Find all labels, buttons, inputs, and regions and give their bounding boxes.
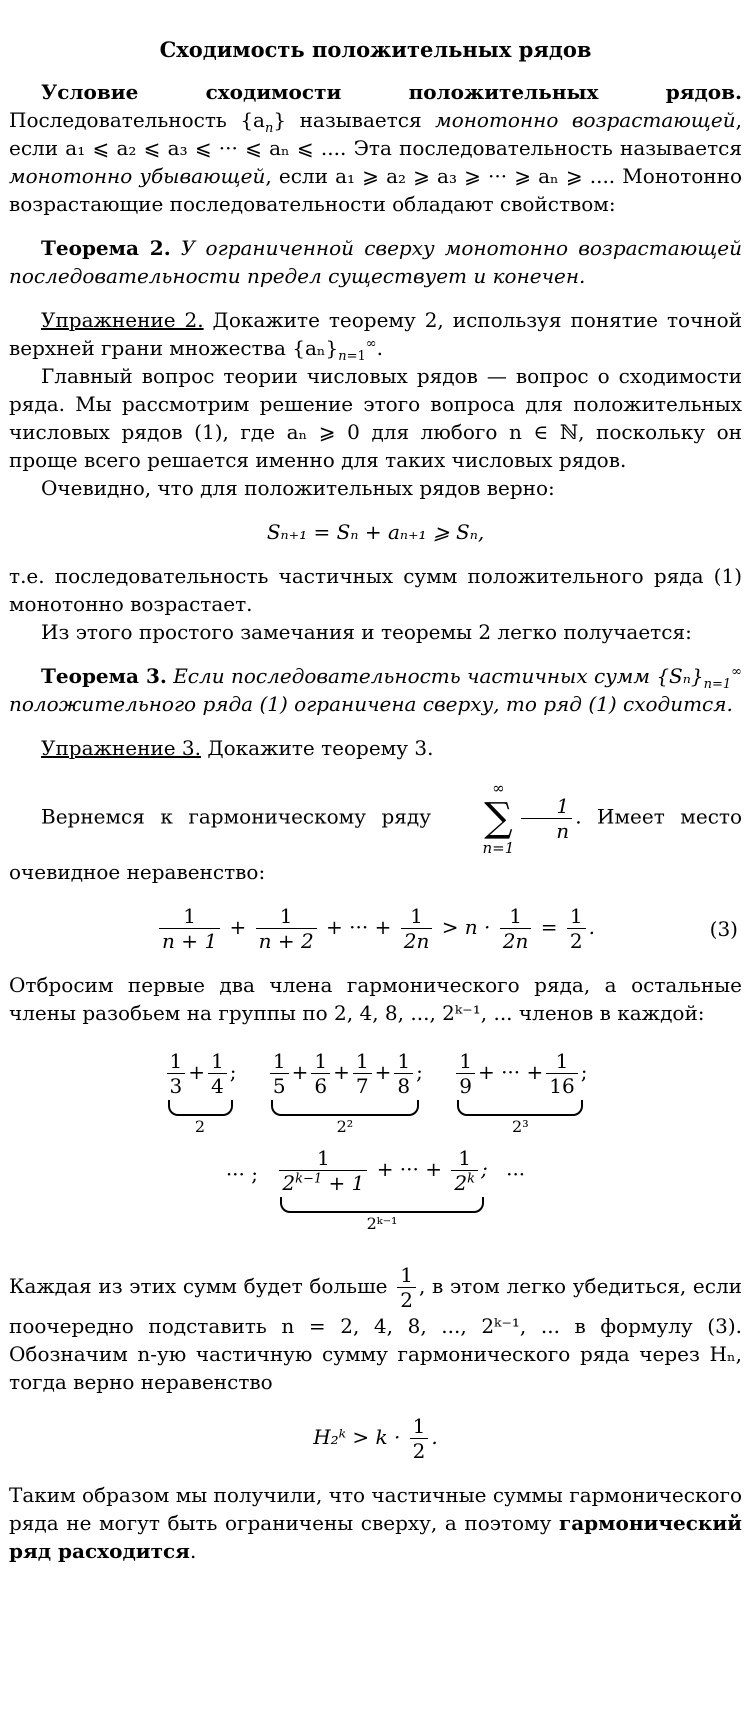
theorem-3 bbox=[9, 662, 742, 718]
theorem-label: Теорема 3. bbox=[41, 664, 167, 688]
paragraph-obvious: Очевидно, что для положительных рядов верно: bbox=[41, 476, 555, 500]
group-1: $\frac{1}{3}$ + $\frac{1}{4}$ ; 2 bbox=[164, 1049, 237, 1138]
operator: + bbox=[326, 915, 343, 939]
paragraph-remark: Из этого простого замечания и теоремы 2 легко получается: bbox=[41, 620, 692, 644]
sub-range: n=1 bbox=[338, 349, 366, 364]
group-size-label: 2ᵏ⁻¹ bbox=[366, 1214, 398, 1233]
fraction: $\frac{1}{n + 1}$ bbox=[159, 904, 220, 953]
text-span: , в этом легко убедиться, если поочередно подставить n = 2, 4, 8, ..., 2ᵏ⁻¹, ... в формулу (3). Обозначим n-ую частичную сумму гармонического ряда через Hₙ, тогда верно неравенство bbox=[9, 1274, 742, 1394]
group-size-label: 2² bbox=[336, 1117, 354, 1136]
sub-range: n=1 bbox=[703, 677, 732, 692]
operator: + bbox=[229, 915, 247, 939]
operator: = bbox=[540, 915, 558, 939]
fraction: $\frac{1}{2n}$ bbox=[500, 904, 532, 953]
fraction-one-half: $\frac{1}{2}$ bbox=[410, 1414, 429, 1463]
underbrace bbox=[271, 1100, 419, 1116]
exercise-label: Упражнение 3. bbox=[41, 736, 202, 760]
section-title: Сходимость положительных рядов bbox=[159, 37, 592, 62]
fraction: $\frac{1}{n + 2}$ bbox=[256, 904, 317, 953]
paragraph-grouping: Отбросим первые два члена гармонического ряда, а остальные члены разобьем на группы по 2, 4, 8, ..., 2ᵏ⁻¹, ... членов в каждой: bbox=[9, 973, 742, 1025]
fraction-one-half: $\frac{1}{2}$ bbox=[397, 1263, 416, 1312]
theorem-text: положительного ряда (1) ограничена сверху, то ряд (1) сходится. bbox=[9, 692, 733, 716]
underbrace bbox=[457, 1100, 583, 1116]
equation-text: H₂ᵏ > k · bbox=[313, 1425, 401, 1449]
exercise-2: Упражнение 2. Докажите теорему 2, используя понятие точной верхней грани множества $\{a_n\}_{n=1}^\infty$. bbox=[9, 308, 742, 364]
group-2: $\frac{1}{5}$ + $\frac{1}{6}$ + $\frac{1}{7}$ + $\frac{1}{8}$ ; 2² bbox=[267, 1049, 423, 1138]
group-size-label: 2³ bbox=[512, 1117, 529, 1136]
equation-partial-sums: Sₙ₊₁ = Sₙ + aₙ₊₁ ⩾ Sₙ, bbox=[266, 520, 485, 544]
group-k: $\frac{1}{2^{k-1} + 1}$ + ··· + $\frac{1}{2^k}$ ; 2ᵏ⁻¹ bbox=[276, 1146, 487, 1235]
groups-row-2: ··· ; $\frac{1}{2^{k-1} + 1}$ + ··· + $\frac{1}{2^k}$ ; 2ᵏ⁻¹ ··· bbox=[225, 1146, 526, 1233]
sum-operator: ∞ ∑ n=1 bbox=[482, 779, 515, 857]
document-page bbox=[9, 0, 742, 1565]
text-span: , если a₁ ⩾ a₂ ⩾ a₃ ⩾ ··· ⩾ aₙ ⩾ .... Монотонно возрастающие последовательности обладают свойством: bbox=[9, 164, 742, 216]
text-span: Каждая из этих сумм будет больше bbox=[9, 1274, 388, 1298]
text-span: Таким образом мы получили, что частичные суммы гармонического ряда не могут быть ограничены сверху, а поэтому bbox=[9, 1483, 742, 1535]
group-size-label: 2 bbox=[194, 1117, 206, 1136]
underbrace bbox=[280, 1197, 483, 1213]
sup-infinity: ∞ bbox=[731, 664, 742, 680]
term-increasing: монотонно возрастающей bbox=[435, 108, 736, 132]
theorem-label: Теорема 2. bbox=[41, 236, 171, 260]
paragraph-monotone: т.е. последовательность частичных сумм положительного ряда (1) монотонно возрастает. bbox=[9, 564, 742, 616]
text-span: . bbox=[189, 1539, 197, 1563]
equation-3: $\frac{1}{n + 1}$ + $\frac{1}{n + 2}$ + ··· + $\frac{1}{2n}$ > n · $\frac{1}{2n}$ = $\frac{1}{2}$ . (3) bbox=[9, 904, 742, 953]
operator: ··· + bbox=[349, 915, 392, 939]
group-3: $\frac{1}{9}$ + ··· + $\frac{1}{16}$ ; 2³ bbox=[453, 1049, 587, 1138]
equation-harmonic-bound: H₂ᵏ > k · $\frac{1}{2}$ . bbox=[313, 1414, 438, 1463]
paragraph-harmonic bbox=[9, 778, 742, 886]
paragraph-convergence-condition bbox=[9, 78, 742, 218]
paragraph-heading: Условие сходимости положительных рядов. bbox=[41, 80, 742, 104]
fraction: $\frac{1}{2}$ bbox=[567, 904, 586, 953]
text-span: } называется bbox=[273, 108, 436, 132]
text-span: Вернемся к гармоническому ряду bbox=[41, 804, 431, 829]
exercise-label: Упражнение 2. bbox=[41, 308, 204, 332]
operator: > n · bbox=[441, 915, 491, 939]
paragraph-each-sum bbox=[9, 1263, 742, 1396]
exercise-3 bbox=[9, 734, 742, 762]
underbrace bbox=[168, 1100, 233, 1116]
theorem-text: У ограниченной сверху монотонно возрастающей последовательности предел существует и конечен. bbox=[9, 236, 742, 288]
theorem-text: Если последовательность частичных сумм {Sₙ} bbox=[166, 664, 704, 688]
fraction-1-over-n: $\frac{1}{n}$ bbox=[521, 794, 572, 843]
equation-number: (3) bbox=[709, 916, 738, 941]
paragraph-conclusion bbox=[9, 1481, 742, 1565]
conclusion-bold: гармонический ряд расходится bbox=[9, 1511, 742, 1563]
paragraph-main-question: Главный вопрос теории числовых рядов — вопрос о сходимости ряда. Мы рассмотрим решение этого вопроса для положительных числовых рядов (1), где aₙ ⩾ 0 для любого n ∈ ℕ, поскольку он проще всего решается именно для таких числовых рядов. bbox=[9, 364, 742, 472]
sup-infinity: ∞ bbox=[365, 336, 377, 352]
exercise-text: Докажите теорему 2, используя понятие точной верхней грани множества {aₙ} bbox=[9, 308, 742, 360]
exercise-text: Докажите теорему 3. bbox=[201, 736, 434, 760]
text-span: Последовательность {a bbox=[9, 108, 265, 132]
theorem-2 bbox=[9, 234, 742, 290]
term-decreasing: монотонно убывающей bbox=[9, 164, 266, 188]
fraction: $\frac{1}{2n}$ bbox=[401, 904, 433, 953]
sub-n: n bbox=[264, 121, 274, 136]
groups-row-1 bbox=[9, 1049, 742, 1138]
text-span: , если a₁ ⩽ a₂ ⩽ a₃ ⩽ ··· ⩽ aₙ ⩽ .... Эта последовательность называется bbox=[9, 108, 742, 160]
text-span: . Имеет место очевидное неравенство: bbox=[9, 804, 742, 884]
